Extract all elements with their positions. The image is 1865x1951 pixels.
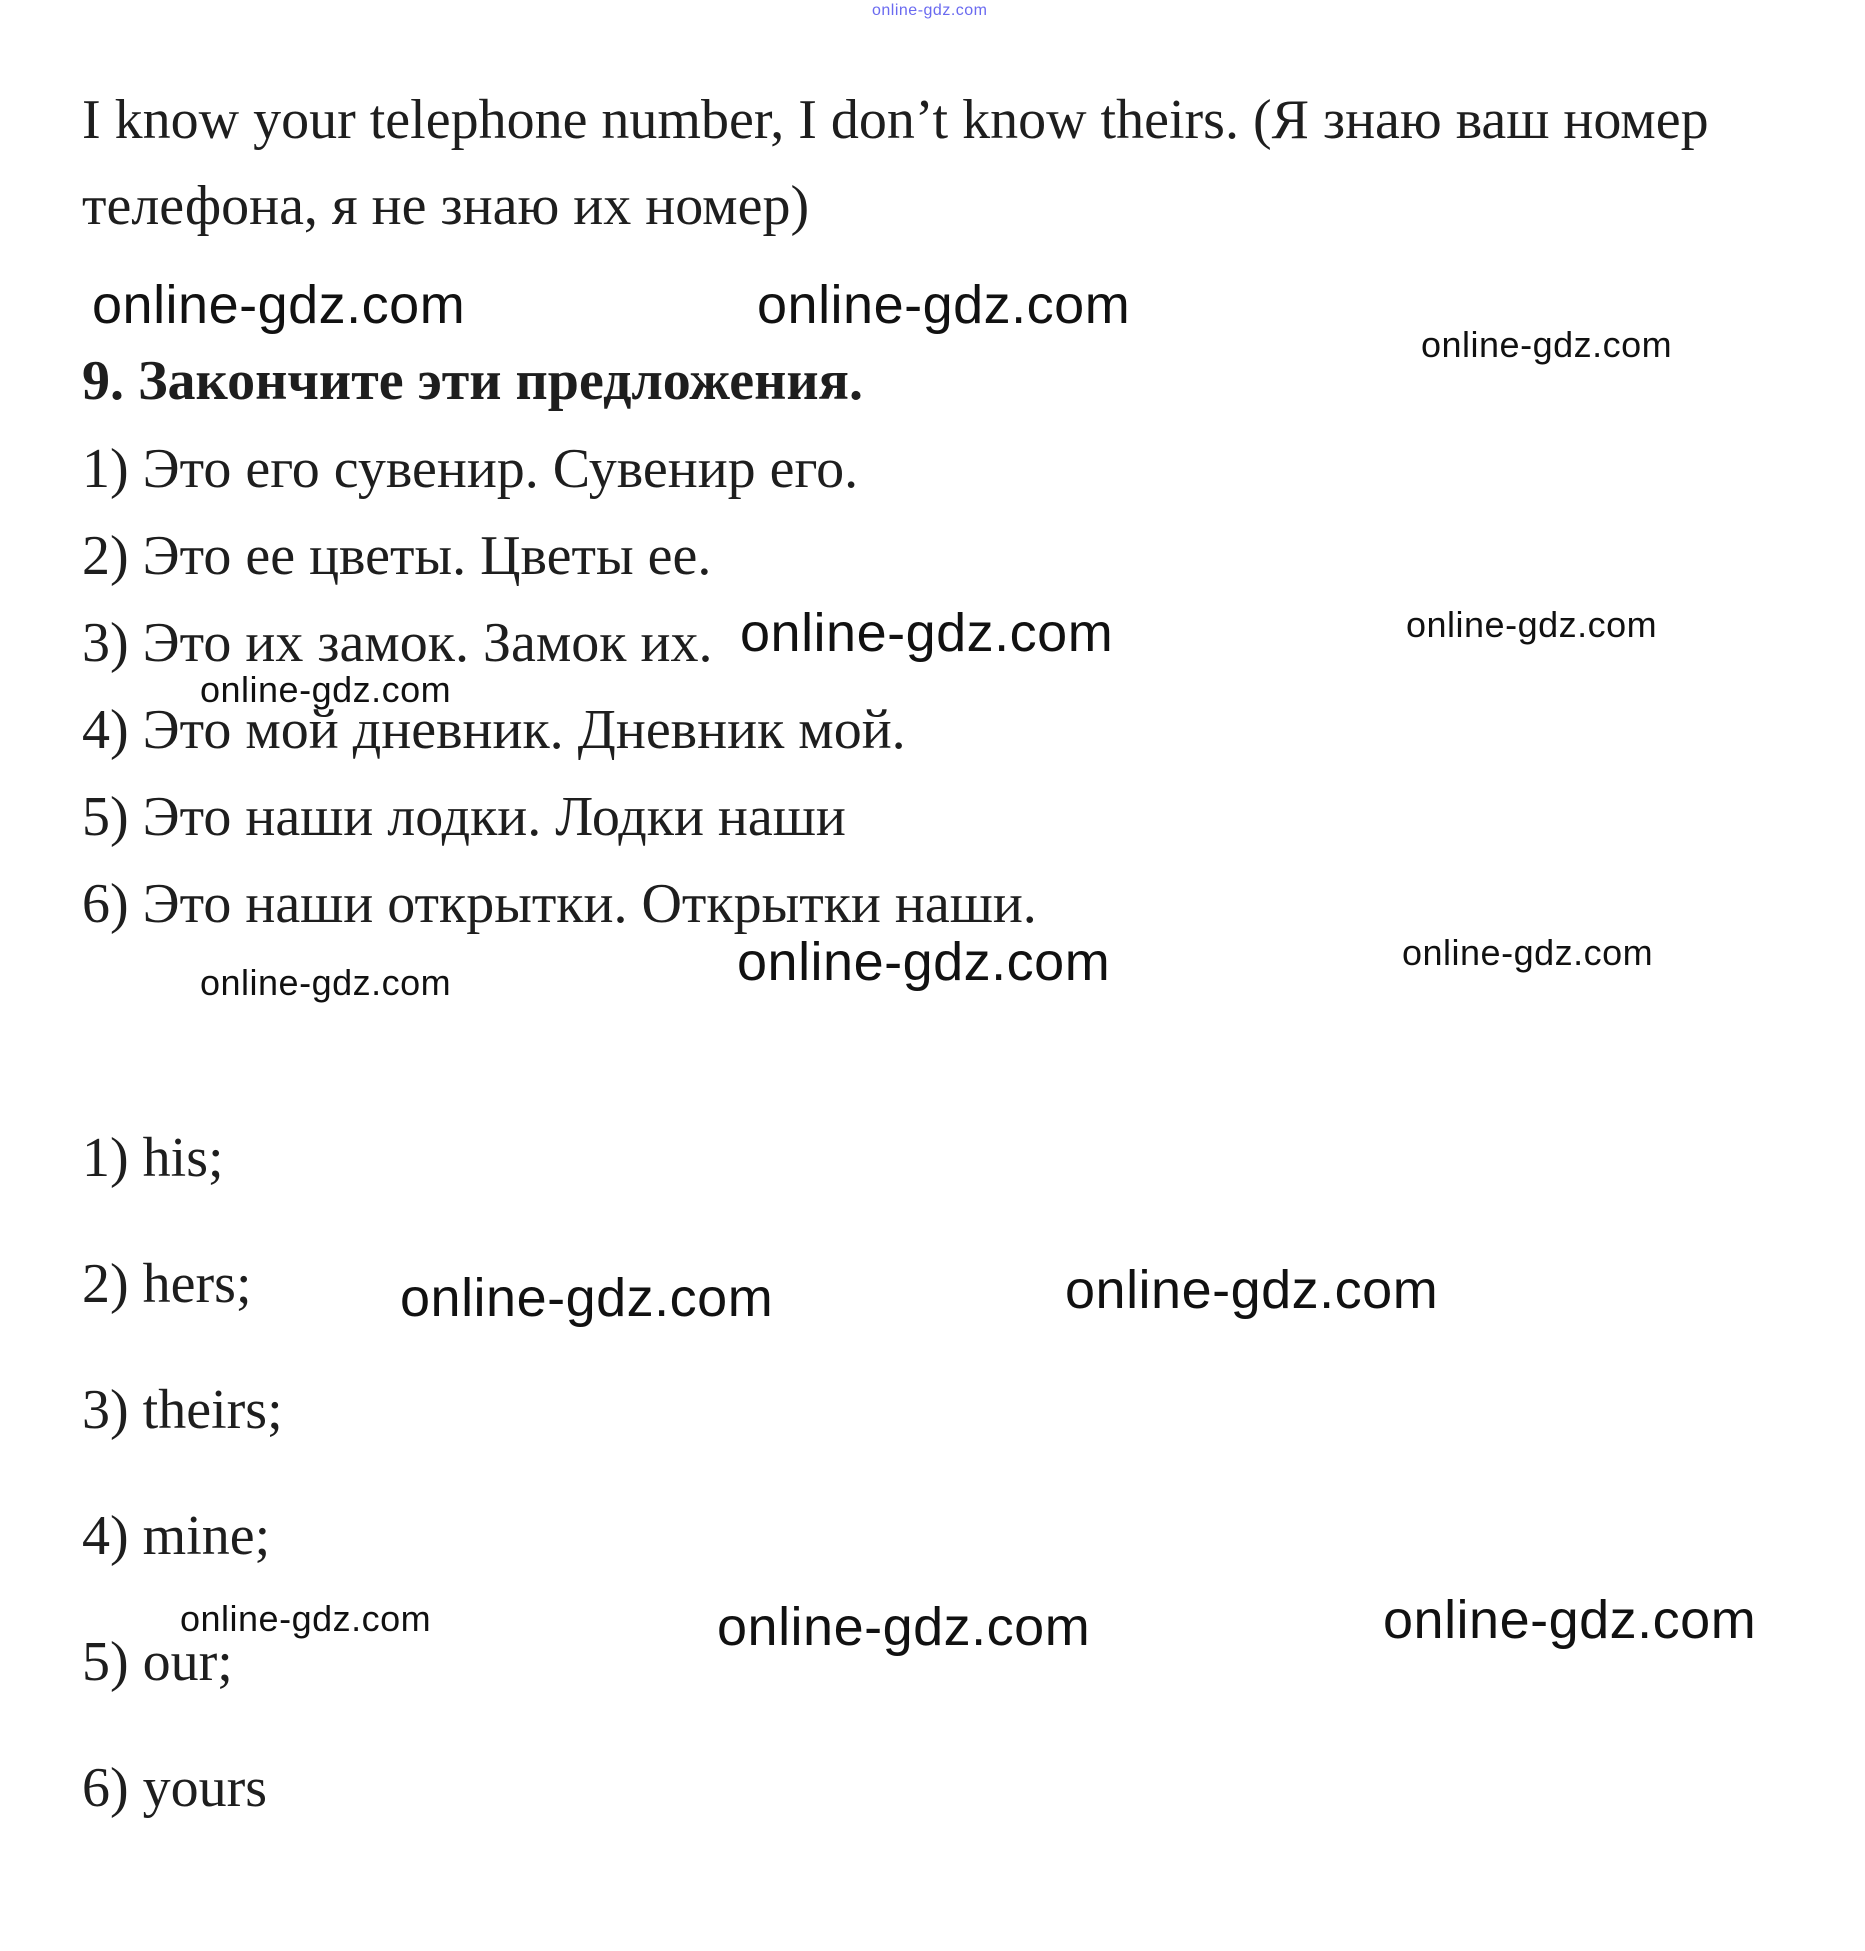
watermark: online-gdz.com [92, 275, 466, 335]
intro-line-2: телефона, я не знаю их номер) [82, 175, 810, 237]
watermark: online-gdz.com [1406, 604, 1658, 645]
sentence-2: 2) Это ее цветы. Цветы ее. [82, 525, 712, 587]
sentence-6: 6) Это наши открытки. Открытки наши. [82, 873, 1037, 935]
exercise-heading: 9. Закончите эти предложения. [82, 350, 863, 412]
answer-6: 6) yours [82, 1757, 268, 1819]
answer-3: 3) theirs; [82, 1379, 283, 1441]
watermark: online-gdz.com [1421, 324, 1673, 365]
watermark: online-gdz.com [757, 275, 1131, 335]
sentence-3: 3) Это их замок. Замок их. [82, 612, 713, 674]
watermark: online-gdz.com [1065, 1260, 1439, 1320]
watermark: online-gdz.com [1383, 1590, 1757, 1650]
answer-5: 5) our; [82, 1631, 233, 1693]
answer-2: 2) hers; [82, 1253, 252, 1315]
intro-line-1: I know your telephone number, I don’t know theirs. (Я знаю ваш номер [82, 89, 1709, 151]
watermark: online-gdz.com [717, 1597, 1091, 1657]
watermark: online-gdz.com [200, 669, 452, 710]
watermark: online-gdz.com [180, 1598, 432, 1639]
top-watermark: online-gdz.com [872, 2, 988, 19]
sentence-5: 5) Это наши лодки. Лодки наши [82, 786, 846, 848]
watermark: online-gdz.com [400, 1268, 774, 1328]
watermark: online-gdz.com [737, 932, 1111, 992]
watermark: online-gdz.com [740, 603, 1114, 663]
answer-4: 4) mine; [82, 1505, 271, 1567]
sentence-4: 4) Это мой дневник. Дневник мой. [82, 699, 906, 761]
sentence-1: 1) Это его сувенир. Сувенир его. [82, 438, 859, 500]
answer-1: 1) his; [82, 1127, 224, 1189]
watermark: online-gdz.com [200, 962, 452, 1003]
watermark: online-gdz.com [1402, 932, 1654, 973]
